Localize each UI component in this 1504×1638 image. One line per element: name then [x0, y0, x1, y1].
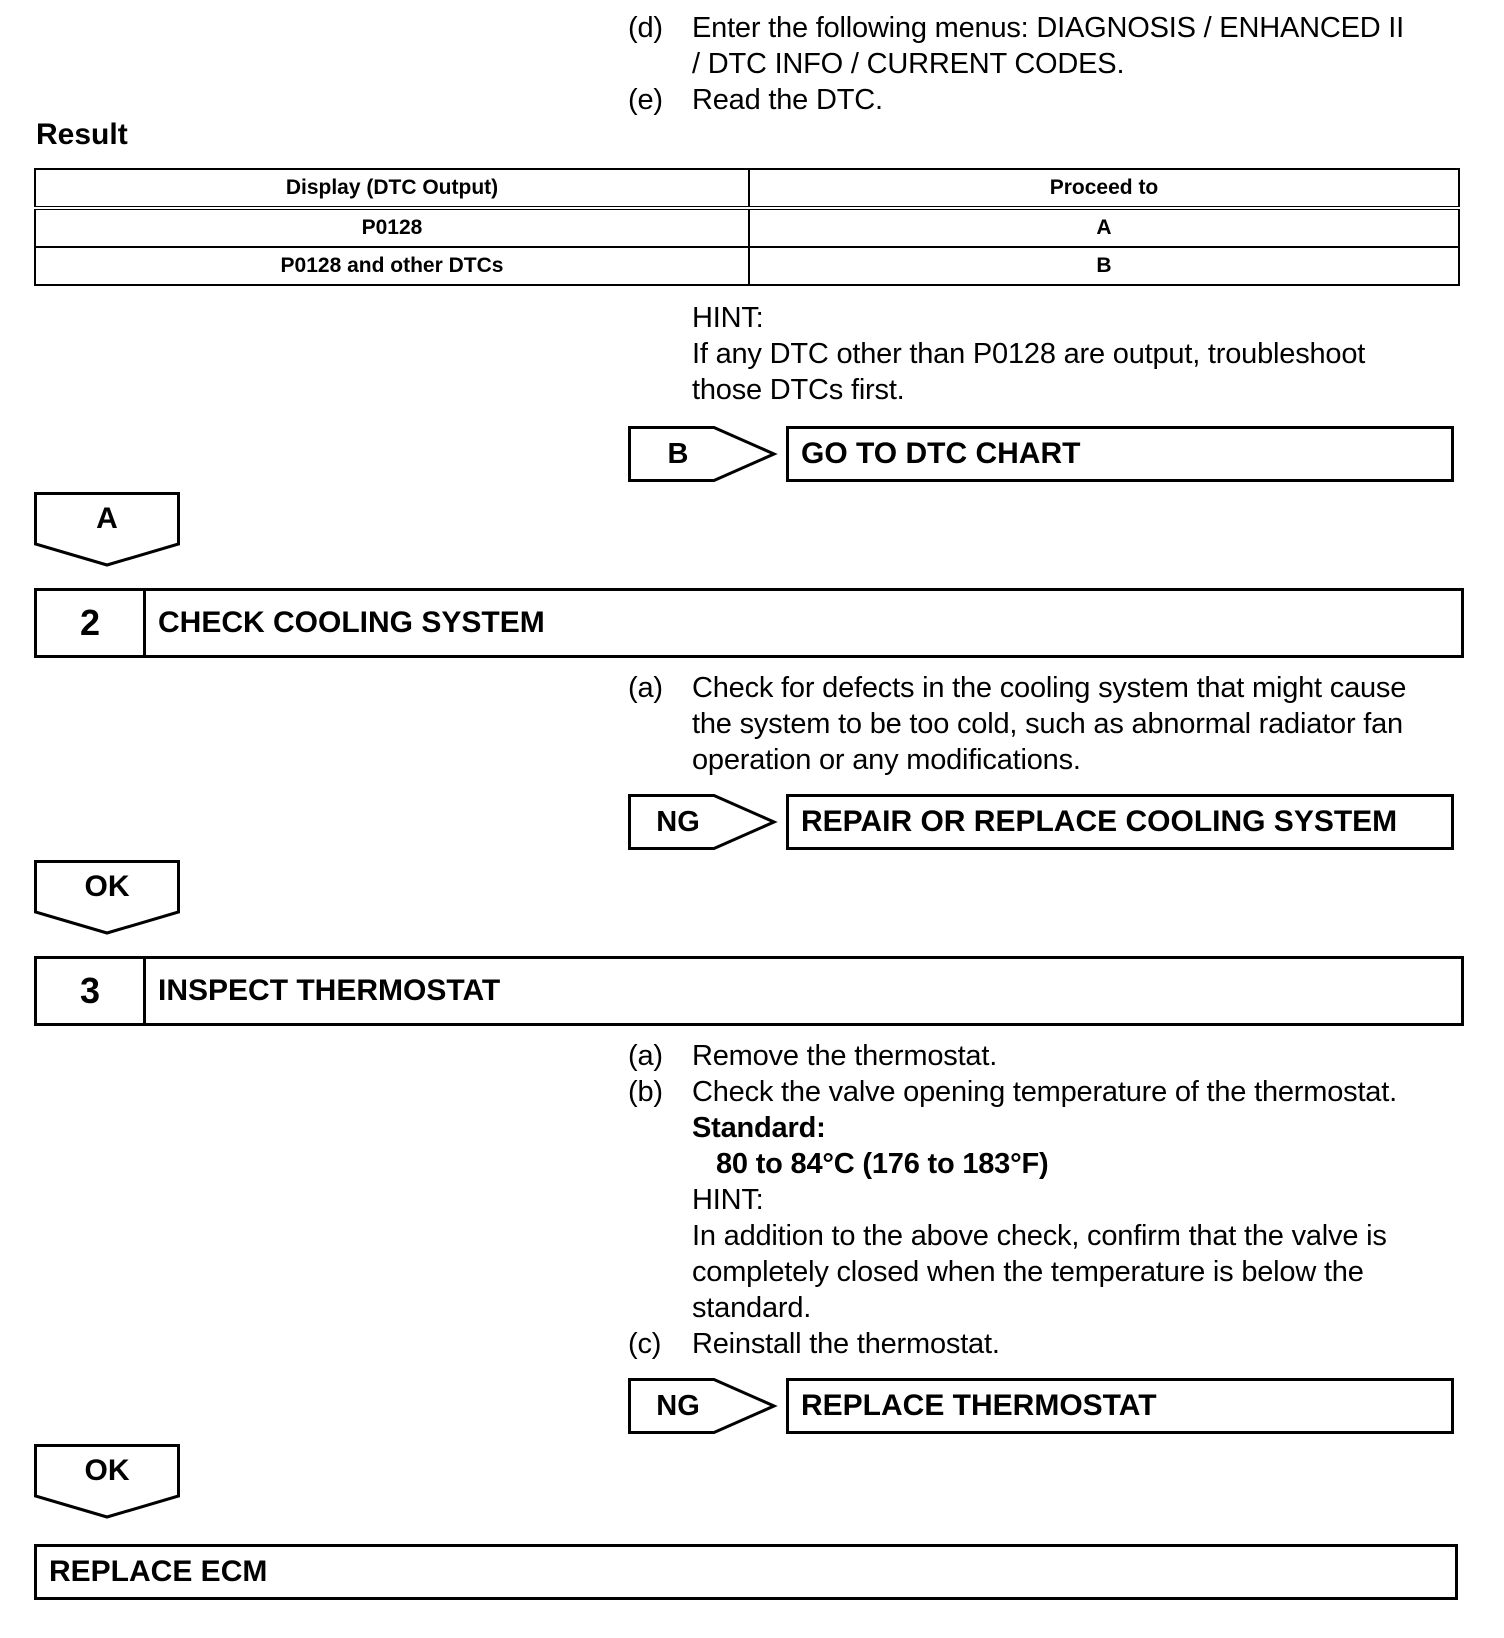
hint-line2: completely closed when the temperature is below the: [692, 1256, 1364, 1288]
hint-label: HINT:: [692, 1184, 764, 1216]
table-cell: P0128 and other DTCs: [35, 247, 749, 285]
table-cell: P0128: [35, 208, 749, 247]
step-2a-line2: the system to be too cold, such as abnormal radiator fan: [692, 708, 1403, 740]
hint-line1: If any DTC other than P0128 are output, troubleshoot: [692, 338, 1366, 370]
table-row: [35, 247, 1459, 285]
hint-line2: those DTCs first.: [692, 374, 905, 406]
step-3c-label: (c): [628, 1328, 662, 1360]
hint-line3: standard.: [692, 1292, 812, 1324]
step-d-label: (d): [628, 12, 663, 44]
replace-thermostat-box[interactable]: REPLACE THERMOSTAT: [786, 1378, 1454, 1434]
branch-b: [628, 426, 1460, 490]
proceed-ok-label: OK: [84, 1454, 130, 1487]
hint-line1: In addition to the above check, confirm that the valve is: [692, 1220, 1387, 1252]
hint-label: HINT:: [692, 302, 764, 334]
step-d-line1: Enter the following menus: DIAGNOSIS / ENHANCED II: [692, 12, 1405, 44]
step-2-header: [34, 588, 1464, 658]
proceed-a-label: A: [96, 502, 118, 535]
standard-value: 80 to 84°C (176 to 183°F): [716, 1148, 1049, 1180]
column-header-proceed: Proceed to: [749, 169, 1459, 208]
proceed-ok-marker: [34, 1444, 180, 1518]
step-3a-label: (a): [628, 1040, 663, 1072]
result-title: Result: [36, 118, 128, 151]
step-3b-text: Check the valve opening temperature of the thermostat.: [692, 1076, 1397, 1108]
step-2a-line3: operation or any modifications.: [692, 744, 1081, 776]
step-3a-text: Remove the thermostat.: [692, 1040, 998, 1072]
branch-ng-cooling: [628, 794, 1460, 858]
step-e-label: (e): [628, 84, 663, 116]
step-d-line2: / DTC INFO / CURRENT CODES.: [692, 48, 1125, 80]
step-3b-label: (b): [628, 1076, 663, 1108]
step-2a-line1: Check for defects in the cooling system that might cause: [692, 672, 1407, 704]
table-header-row: [35, 169, 1459, 208]
go-to-dtc-chart-box[interactable]: GO TO DTC CHART: [786, 426, 1454, 482]
step-2-title: CHECK COOLING SYSTEM: [158, 606, 545, 639]
table-cell: A: [749, 208, 1459, 247]
step-3c-text: Reinstall the thermostat.: [692, 1328, 1000, 1360]
branch-ng-tag: NG: [656, 1389, 700, 1422]
step-3-number: 3: [37, 959, 146, 1023]
standard-label: Standard:: [692, 1112, 826, 1144]
step-3-header: [34, 956, 1464, 1026]
proceed-ok-marker: [34, 860, 180, 934]
proceed-ok-label: OK: [84, 870, 130, 903]
step-e-text: Read the DTC.: [692, 84, 883, 116]
table-row: [35, 208, 1459, 247]
column-header-display: Display (DTC Output): [35, 169, 749, 208]
result-table: [34, 168, 1460, 286]
branch-ng-thermostat: [628, 1378, 1460, 1442]
step-2a-label: (a): [628, 672, 663, 704]
step-2-number: 2: [37, 591, 146, 655]
replace-ecm-box[interactable]: REPLACE ECM: [34, 1544, 1458, 1600]
table-cell: B: [749, 247, 1459, 285]
branch-b-tag: B: [667, 437, 689, 470]
repair-cooling-system-box[interactable]: REPAIR OR REPLACE COOLING SYSTEM: [786, 794, 1454, 850]
step-3-title: INSPECT THERMOSTAT: [158, 974, 501, 1007]
proceed-a-marker: [34, 492, 180, 566]
branch-ng-tag: NG: [656, 805, 700, 838]
